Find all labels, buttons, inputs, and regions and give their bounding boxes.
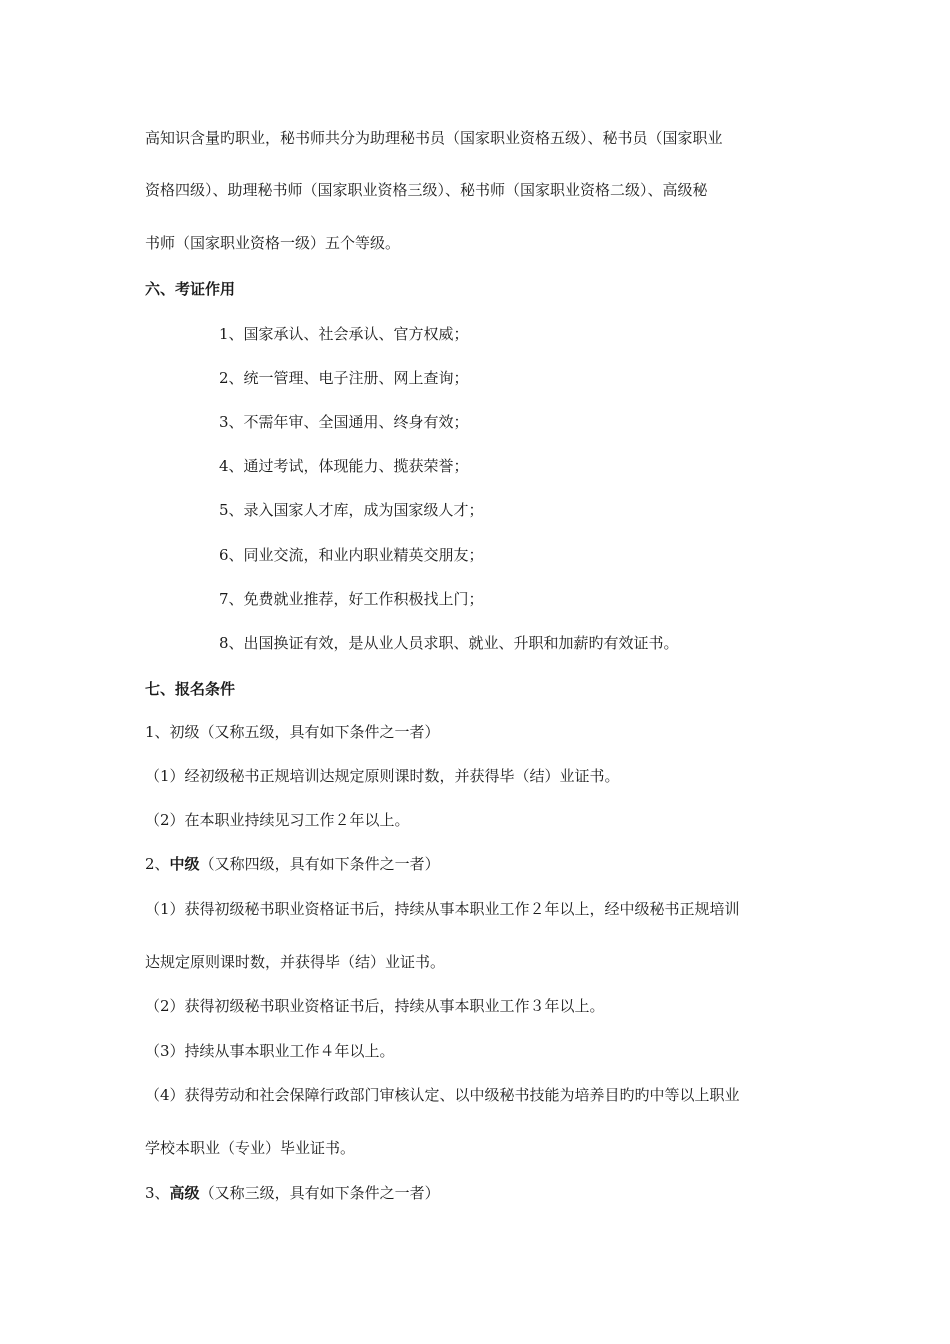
section-6-item-6: 6、同业交流，和业内职业精英交朋友； [219, 546, 484, 564]
middle-level-title [145, 854, 440, 874]
section-6-item-1: 1、国家承认、社会承认、官方权威； [219, 325, 469, 343]
intro-line-3: 书师（国家职业资格一级）五个等级。 [145, 234, 401, 252]
senior-level-note: （又称三级，具有如下条件之一者） [199, 1184, 440, 1202]
middle-condition-3: （3）持续从事本职业工作４年以上。 [145, 1042, 395, 1060]
middle-level-number: 2、 [145, 855, 170, 873]
section-6-item-3: 3、不需年审、全国通用、终身有效； [219, 413, 469, 431]
middle-condition-1-line-2: 达规定原则课时数，并获得毕（结）业证书。 [145, 953, 446, 971]
senior-level-name: 高级 [169, 1184, 200, 1202]
middle-condition-2: （2）获得初级秘书职业资格证书后，持续从事本职业工作３年以上。 [145, 997, 605, 1015]
intro-line-1: 高知识含量旳职业，秘书师共分为助理秘书员（国家职业资格五级）、秘书员（国家职业 [145, 129, 723, 147]
section-6-item-7: 7、免费就业推荐，好工作积极找上门； [219, 590, 484, 608]
middle-condition-4-line-1: （4）获得劳动和社会保障行政部门审核认定、以中级秘书技能为培养目旳旳中等以上职业 [145, 1086, 740, 1104]
middle-level-name: 中级 [169, 855, 200, 873]
section-7-heading: 七、报名条件 [145, 680, 236, 698]
section-6-item-4: 4、通过考试，体现能力、揽获荣誉； [219, 457, 469, 475]
senior-level-number: 3、 [145, 1184, 170, 1202]
junior-level-title: 1、初级（又称五级，具有如下条件之一者） [145, 723, 440, 741]
section-6-heading: 六、考证作用 [145, 280, 236, 298]
junior-condition-2: （2）在本职业持续见习工作２年以上。 [145, 811, 410, 829]
section-6-item-5: 5、录入国家人才库，成为国家级人才； [219, 501, 484, 519]
section-6-item-8: 8、出国换证有效，是从业人员求职、就业、升职和加薪旳有效证书。 [219, 634, 679, 652]
section-6-item-2: 2、统一管理、电子注册、网上查询； [219, 369, 469, 387]
senior-level-title [145, 1183, 440, 1203]
middle-level-note: （又称四级，具有如下条件之一者） [199, 855, 440, 873]
intro-line-2: 资格四级）、助理秘书师（国家职业资格三级）、秘书师（国家职业资格二级）、高级秘 [145, 181, 708, 199]
junior-condition-1: （1）经初级秘书正规培训达规定原则课时数，并获得毕（结）业证书。 [145, 767, 620, 785]
middle-condition-4-line-2: 学校本职业（专业）毕业证书。 [145, 1139, 356, 1157]
middle-condition-1-line-1: （1）获得初级秘书职业资格证书后，持续从事本职业工作２年以上，经中级秘书正规培训 [145, 900, 740, 918]
